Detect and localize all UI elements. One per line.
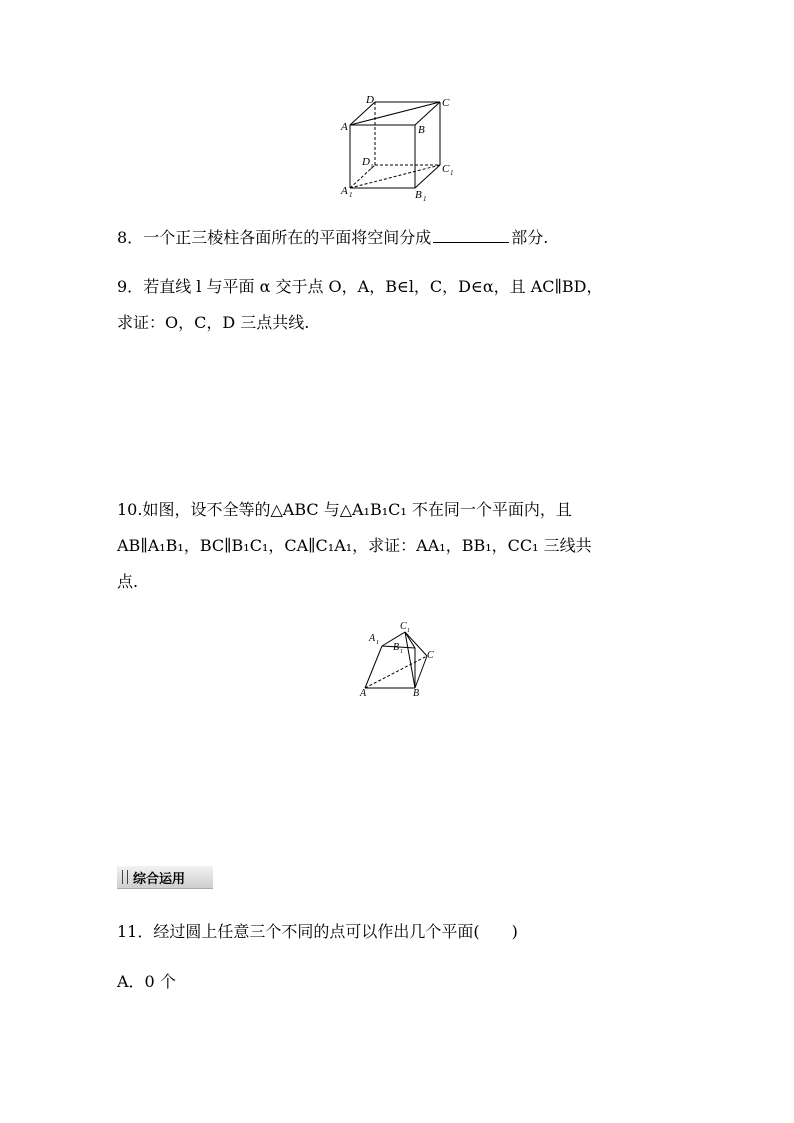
q11-number: 11． [117,922,154,941]
q8-answer-blank[interactable] [433,228,509,243]
label-C1: C [400,621,407,632]
q8-text-after: 部分. [511,228,549,247]
label-A1: A [341,185,348,197]
question-10 [117,492,682,600]
label-C1-sub: 1 [450,169,454,177]
label-C1-sub: 1 [407,628,410,634]
section-heading [117,866,213,889]
label-A1-sub: 1 [376,640,379,646]
q11-option-a[interactable] [117,964,682,1000]
label-B: B [413,688,420,699]
q10-line2: AB∥A₁B₁，BC∥B₁C₁，CA∥C₁A₁，求证：AA₁，BB₁，CC₁ 三线共 [117,536,592,555]
label-B1-sub: 1 [423,195,427,203]
q10-line3: 点. [117,572,139,591]
label-D1-sub: 1 [370,163,374,171]
q10-number: 10. [117,500,143,519]
q8-number: 8． [117,228,144,247]
label-B: B [418,124,425,136]
label-C: C [427,650,434,661]
question-8 [117,220,682,256]
label-C: C [442,97,450,109]
q9-line2: 求证：O，C，D 三点共线. [117,313,310,332]
q9-line1: 若直线 l 与平面 α 交于点 O，A，B∈l，C，D∈α，且 AC∥BD， [143,277,603,296]
q10-line1: 如图，设不全等的△ABC 与△A₁B₁C₁ 不在同一个平面内，且 [142,500,572,519]
label-A1: A [369,633,376,644]
label-C1: C [442,163,450,175]
label-D: D [366,94,374,106]
question-9 [117,269,682,341]
label-D1: D [362,156,370,168]
label-B1-sub: 1 [400,649,403,655]
label-A1-sub: 1 [349,191,353,199]
q8-text-before: 一个正三棱柱各面所在的平面将空间分成 [143,228,432,247]
q11-text: 经过圆上任意三个不同的点可以作出几个平面( ) [153,922,518,941]
label-A: A [341,121,348,133]
q11-option-a-text: A．0 个 [117,972,176,991]
q9-number: 9． [117,277,144,296]
cube-figure [330,90,470,205]
section-marker-icon [122,870,128,884]
section-title: 综合运用 [133,872,186,887]
label-A: A [360,688,367,699]
prism-diagram [355,618,445,703]
question-11 [117,914,682,950]
label-B1: B [393,642,400,653]
cube-diagram [330,90,470,205]
prism-figure [355,618,445,703]
label-B1: B [415,189,422,201]
